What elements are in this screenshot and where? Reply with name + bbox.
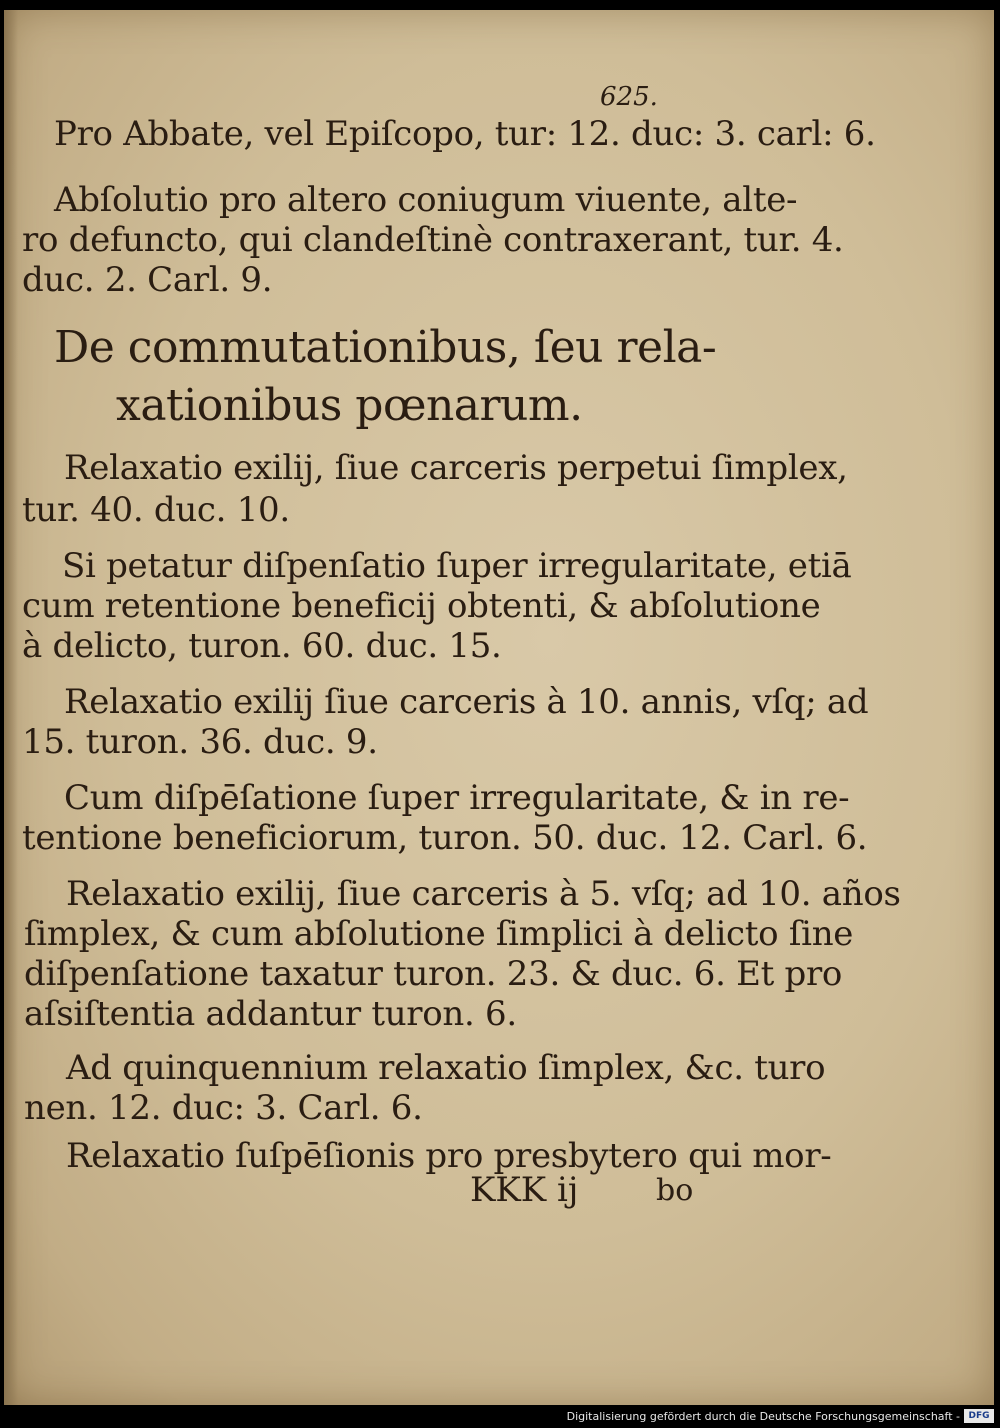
page-text xyxy=(4,10,994,1405)
text-line: à delicto, turon. 60. duc. 15. xyxy=(22,626,502,666)
text-line: tur. 40. duc. 10. xyxy=(22,490,290,530)
folio-number: 625. xyxy=(600,82,658,112)
text-line: duc. 2. Carl. 9. xyxy=(22,260,273,300)
text-line: aſsiſtentia addantur turon. 6. xyxy=(24,994,517,1034)
text-line: nen. 12. duc: 3. Carl. 6. xyxy=(24,1088,423,1128)
text-line: Relaxatio exilij, ſiue carceris perpetui ſimplex, xyxy=(64,448,848,488)
text-line: Abſolutio pro altero coniugum viuente, alte- xyxy=(54,180,798,220)
text-line: ro defuncto, qui clandeſtinè contraxerant, tur. 4. xyxy=(22,220,844,260)
text-line: Relaxatio exilij, ſiue carceris à 5. vſq; ad 10. años xyxy=(66,874,901,914)
text-line: Relaxatio exilij ſiue carceris à 10. annis, vſq; ad xyxy=(64,682,869,722)
text-line: cum retentione beneficij obtenti, & abſolutione xyxy=(22,586,821,626)
text-line: Cum diſpēſatione ſuper irregularitate, & in re- xyxy=(64,778,850,818)
signature-mark: KKK ij xyxy=(470,1170,579,1210)
dfg-logo: DFG xyxy=(964,1409,994,1423)
text-line: Si petatur diſpenſatio ſuper irregularitate, etiā xyxy=(62,546,852,586)
text-line: diſpenſatione taxatur turon. 23. & duc. 6. Et pro xyxy=(24,954,843,994)
text-line: tentione beneficiorum, turon. 50. duc. 12. Carl. 6. xyxy=(22,818,868,858)
text-line: Relaxatio ſuſpēſionis pro presbytero qui mor- xyxy=(66,1136,832,1176)
section-heading: De commutationibus, ſeu rela- xyxy=(54,322,717,373)
text-line: 15. turon. 36. duc. 9. xyxy=(22,722,378,762)
catchword: bo xyxy=(656,1173,694,1208)
section-heading: xationibus pœnarum. xyxy=(116,380,583,431)
text-line: Ad quinquennium relaxatio ſimplex, &c. turo xyxy=(66,1048,826,1088)
funding-notice: Digitalisierung gefördert durch die Deutsche Forschungsgemeinschaft - xyxy=(566,1410,960,1423)
text-line: ſimplex, & cum abſolutione ſimplici à delicto ſine xyxy=(24,914,854,954)
text-line: Pro Abbate, vel Epiſcopo, tur: 12. duc: 3. carl: 6. xyxy=(54,114,876,154)
scanned-page xyxy=(4,10,994,1405)
